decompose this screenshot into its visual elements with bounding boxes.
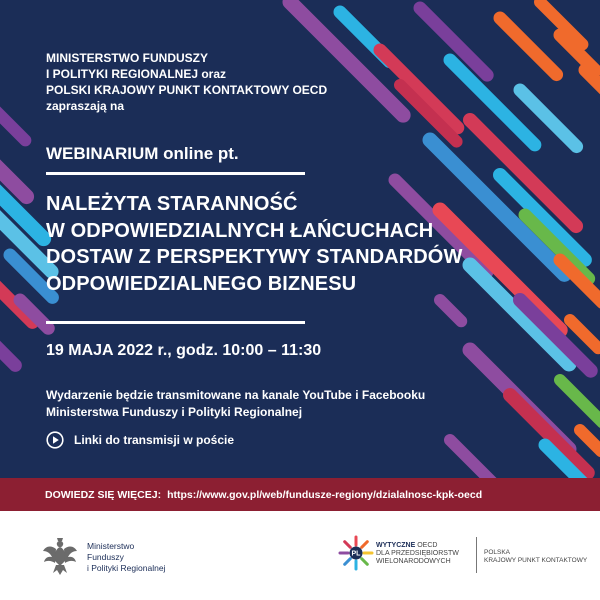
decor-stripe [0,330,15,365]
ministry-logo-line: Ministerstwo [87,541,135,551]
starburst-pl-icon [338,535,374,571]
footer-divider [476,537,477,573]
webinar-label: WEBINARIUM online pt. [46,144,239,163]
play-circle-icon[interactable] [46,431,64,449]
decor-stripe [440,300,461,321]
organizer-line: POLSKI KRAJOWY PUNKT KONTAKTOWY OECD [46,83,328,97]
decor-stripe [0,105,25,140]
broadcast-line: Ministerstwa Funduszy i Polityki Regionalnej [46,405,303,419]
divider-bottom [46,321,305,324]
kpk-logo-text [484,549,587,565]
kpk-logo-line: KRAJOWY PUNKT KONTAKTOWY [484,557,588,564]
invite-line: zapraszają na [46,99,125,113]
broadcast-info [46,387,425,421]
event-title [46,191,462,297]
decor-stripe [0,140,27,197]
stream-links-label[interactable]: Linki do transmisji w poście [74,433,235,447]
decor-stripe [450,440,514,478]
oecd-logo-line: WIELONARODOWYCH [376,558,451,565]
more-info-band [0,478,600,511]
oecd-logo-word: OECD [417,542,438,549]
kpk-logo-line: POLSKA [484,549,511,556]
decor-stripe [560,380,600,422]
title-line: ODPOWIEDZIALNEGO BIZNESU [46,272,357,295]
oecd-logo-accent: WYTYCZNE [376,542,416,549]
decor-stripe [570,320,598,348]
more-info-link[interactable]: https://www.gov.pl/web/fundusze-regiony/dzialalnosc-kpk-oecd [167,488,483,501]
organizer-line: MINISTERSTWO FUNDUSZY [46,51,208,65]
oecd-guidelines-logo-text [376,542,459,566]
title-line: DOSTAW Z PERSPEKTYWY STANDARDÓW [46,246,463,268]
decor-stripe [500,18,557,75]
ministry-logo-text [87,541,165,574]
divider-top [46,172,305,175]
organizer-line: I POLITYKI REGIONALNEJ oraz [46,67,227,81]
more-info-label: DOWIEDZ SIĘ WIĘCEJ: [45,488,162,501]
broadcast-line: Wydarzenie będzie transmitowane na kanale YouTube i Facebooku [46,388,426,402]
stream-links-row[interactable] [46,431,234,449]
eagle-emblem-icon [42,535,78,577]
oecd-logo-line: DLA PRZEDSIĘBIORSTW [376,550,459,557]
ministry-logo-line: i Polityki Regionalnej [87,563,166,573]
footer-logos [0,511,600,600]
title-line: NALEŻYTA STARANNOŚĆ [46,193,298,215]
organizers-text [46,50,327,114]
ministry-logo-line: Funduszy [87,552,124,562]
oecd-logo-line [376,542,459,550]
event-date: 19 MAJA 2022 r., godz. 10:00 – 11:30 [46,342,322,359]
decor-stripe [580,430,600,451]
title-line: W ODPOWIEDZIALNYCH ŁAŃCUCHACH [46,219,434,242]
logo-mark-text: PL [351,550,361,558]
